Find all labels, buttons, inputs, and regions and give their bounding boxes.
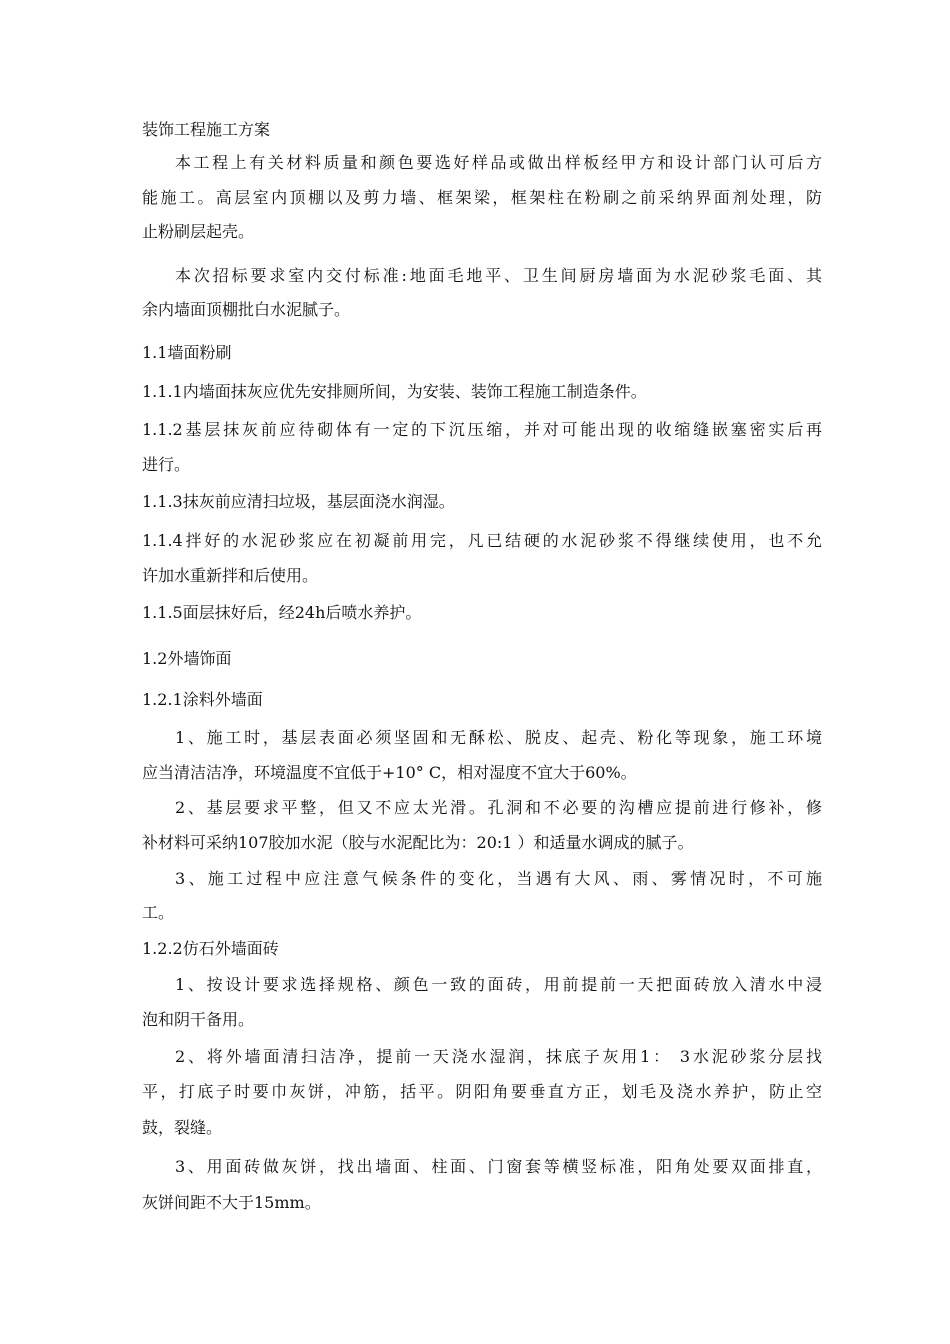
subsection-heading: 1.2.1涂料外墙面 bbox=[142, 690, 263, 709]
section-heading: 1.2外墙饰面 bbox=[142, 649, 232, 668]
paragraph-line: 泡和阴干备用。 bbox=[142, 1010, 255, 1029]
paragraph-line: 3、施工过程中应注意气候条件的变化，当遇有大风、雨、雾情况时，不可施 bbox=[175, 869, 822, 888]
paragraph-line: 能施工。高层室内顶棚以及剪力墙、框架梁，框架柱在粉刷之前采纳界面剂处理，防 bbox=[142, 188, 822, 207]
paragraph-line: 进行。 bbox=[142, 455, 191, 474]
paragraph-line: 鼓，裂缝。 bbox=[142, 1118, 223, 1137]
document-title: 装饰工程施工方案 bbox=[142, 120, 271, 139]
paragraph-line: 工。 bbox=[142, 903, 175, 922]
paragraph-line: 1、按设计要求选择规格、颜色一致的面砖，用前提前一天把面砖放入清水中浸 bbox=[175, 975, 822, 994]
paragraph-line: 1.1.1内墙面抹灰应优先安排厕所间，为安装、装饰工程施工制造条件。 bbox=[142, 382, 647, 401]
paragraph-line: 1.1.5面层抹好后，经24h后喷水养护。 bbox=[142, 603, 422, 622]
paragraph-line: 本次招标要求室内交付标准:地面毛地平、卫生间厨房墙面为水泥砂浆毛面、其 bbox=[175, 266, 822, 285]
paragraph-line: 止粉刷层起壳。 bbox=[142, 222, 255, 241]
paragraph-line: 本工程上有关材料质量和颜色要选好样品或做出样板经甲方和设计部门认可后方 bbox=[175, 153, 822, 172]
section-heading: 1.1墙面粉刷 bbox=[142, 343, 232, 362]
paragraph-line: 许加水重新拌和后使用。 bbox=[142, 566, 319, 585]
subsection-heading: 1.2.2仿石外墙面砖 bbox=[142, 939, 279, 958]
paragraph-line: 灰饼间距不大于15mm。 bbox=[142, 1193, 321, 1212]
paragraph-line: 1、施工时，基层表面必须坚固和无酥松、脱皮、起壳、粉化等现象，施工环境 bbox=[175, 728, 822, 747]
paragraph-line: 3、用面砖做灰饼，找出墙面、柱面、门窗套等横竖标准，阳角处要双面排直， bbox=[175, 1157, 822, 1176]
paragraph-line: 1.1.2基层抹灰前应待砌体有一定的下沉压缩，并对可能出现的收缩缝嵌塞密实后再 bbox=[142, 420, 822, 439]
paragraph-line: 1.1.3抹灰前应清扫垃圾，基层面浇水润湿。 bbox=[142, 492, 455, 511]
paragraph-line: 余内墙面顶棚批白水泥腻子。 bbox=[142, 300, 351, 319]
paragraph-line: 应当清洁洁净，环境温度不宜低于+10° C，相对湿度不宜大于60%。 bbox=[142, 763, 637, 782]
paragraph-line: 2、将外墙面清扫洁净，提前一天浇水湿润，抹底子灰用1： 3水泥砂浆分层找 bbox=[175, 1047, 822, 1066]
paragraph-line: 2、基层要求平整，但又不应太光滑。孔洞和不必要的沟槽应提前进行修补，修 bbox=[175, 798, 822, 817]
paragraph-line: 补材料可采纳107胶加水泥（胶与水泥配比为：20:1 ）和适量水调成的腻子。 bbox=[142, 833, 694, 852]
paragraph-line: 1.1.4拌好的水泥砂浆应在初凝前用完，凡已结硬的水泥砂浆不得继续使用，也不允 bbox=[142, 531, 822, 550]
paragraph-line: 平，打底子时要巾灰饼，冲筋，括平。阴阳角要垂直方正，划毛及浇水养护，防止空 bbox=[142, 1082, 822, 1101]
